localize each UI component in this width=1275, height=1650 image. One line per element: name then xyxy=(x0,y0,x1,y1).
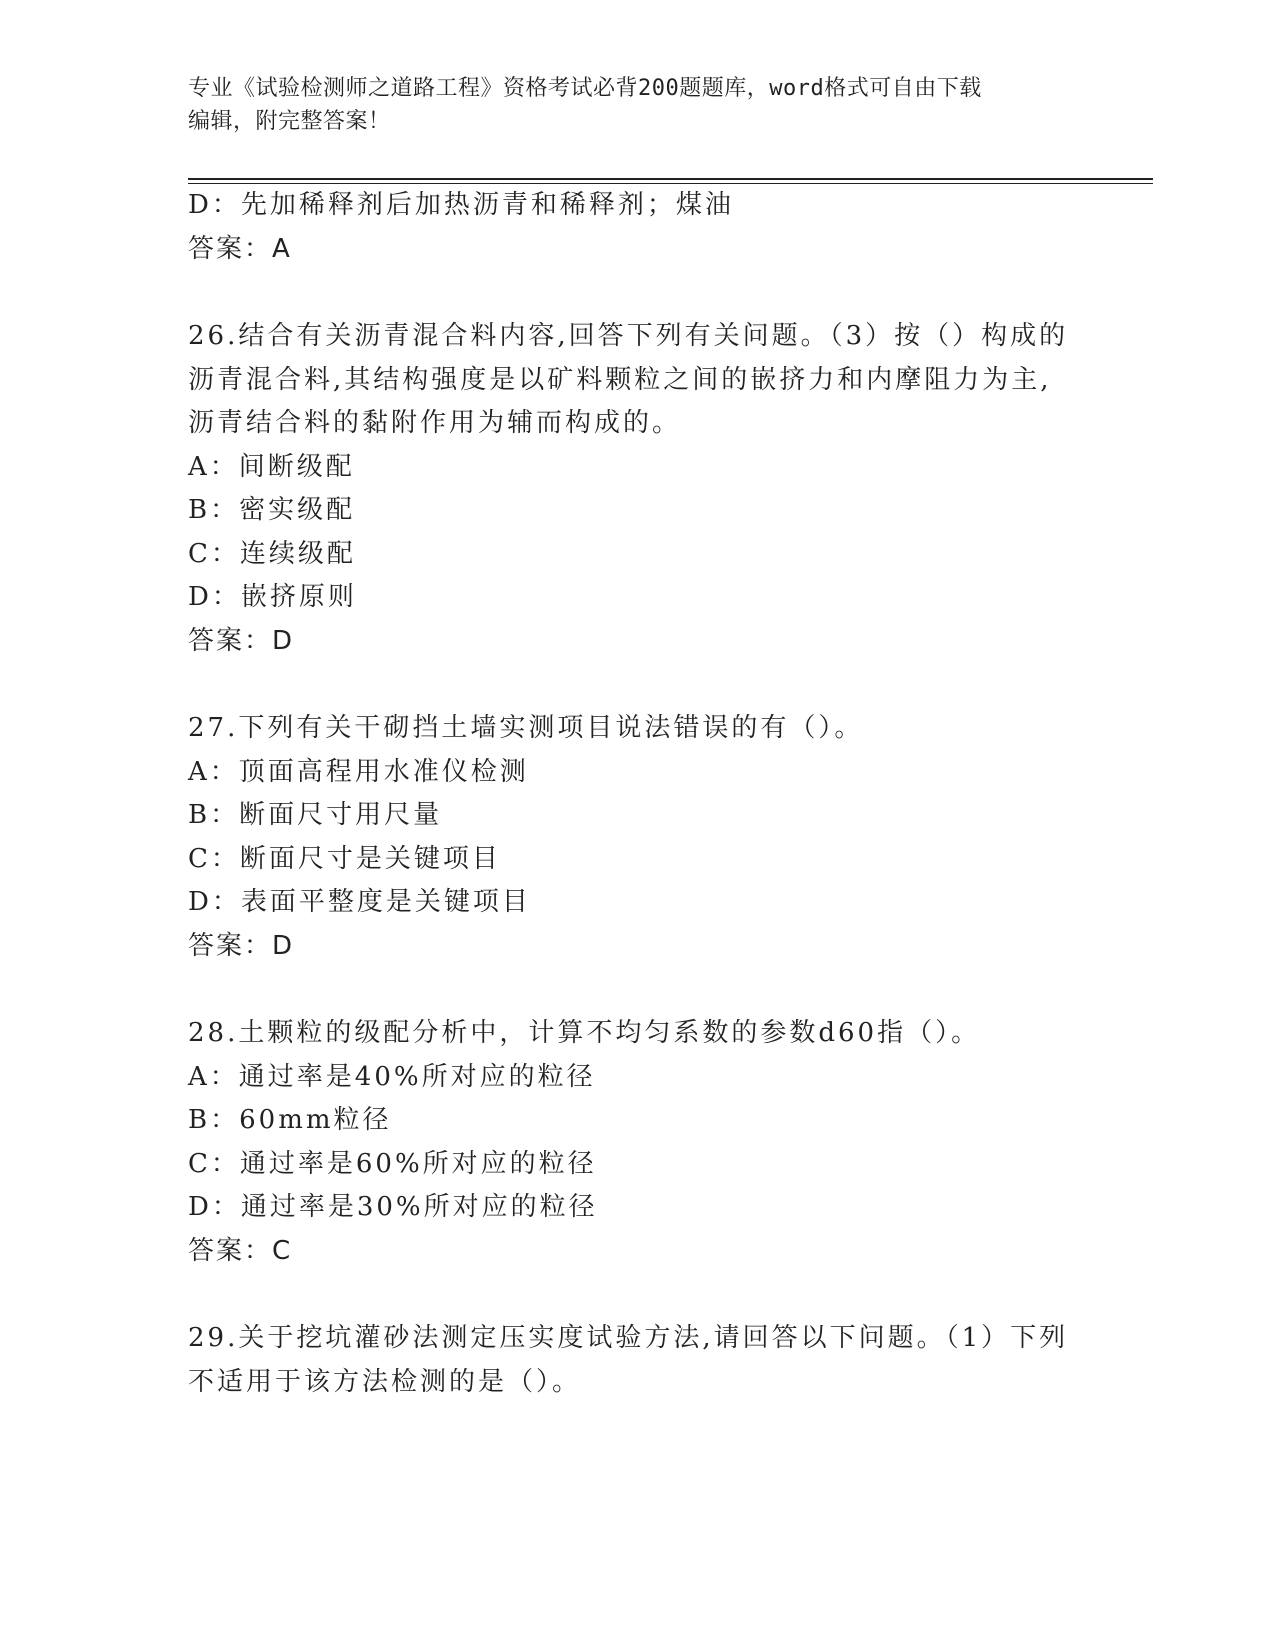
document-header xyxy=(188,72,1088,138)
q28-stem-line-1: 28.土颗粒的级配分析中，计算不均匀系数的参数d60指（）。 xyxy=(188,1018,981,1048)
q27-answer: 答案：D xyxy=(188,931,295,961)
q26-stem-line-3: 沥青结合料的黏附作用为辅而构成的。 xyxy=(188,408,682,438)
q28-option-a: A：通过率是40%所对应的粒径 xyxy=(188,1062,596,1092)
q28-option-d: D：通过率是30%所对应的粒径 xyxy=(188,1192,598,1222)
q26-option-c: C：连续级配 xyxy=(188,539,356,569)
q25-answer: 答案：A xyxy=(188,234,292,264)
q29-stem-line-1: 29.关于挖坑灌砂法测定压实度试验方法,请回答以下问题。（1）下列 xyxy=(188,1323,1069,1353)
header-line-1: 专业《试验检测师之道路工程》资格考试必背200题题库，word格式可自由下载 xyxy=(188,76,982,101)
q25-option-d: D：先加稀释剂后加热沥青和稀释剂；煤油 xyxy=(188,190,734,220)
q28-answer: 答案：C xyxy=(188,1236,293,1266)
q29-stem-line-2: 不适用于该方法检测的是（）。 xyxy=(188,1367,582,1397)
q26-answer: 答案：D xyxy=(188,626,295,656)
q28-option-c: C：通过率是60%所对应的粒径 xyxy=(188,1149,597,1179)
q26-option-b: B：密实级配 xyxy=(188,495,356,525)
q27-option-a: A：顶面高程用水准仪检测 xyxy=(188,757,529,787)
q27-option-b: B：断面尺寸用尺量 xyxy=(188,800,443,830)
q26-stem-line-2: 沥青混合料,其结构强度是以矿料颗粒之间的嵌挤力和内摩阻力为主, xyxy=(188,365,1052,395)
q26-option-d: D：嵌挤原则 xyxy=(188,582,357,612)
q27-stem-line-1: 27.下列有关干砌挡土墙实测项目说法错误的有（）。 xyxy=(188,713,864,743)
q26-stem-line-1: 26.结合有关沥青混合料内容,回答下列有关问题。（3）按（）构成的 xyxy=(188,321,1069,351)
q26-option-a: A：间断级配 xyxy=(188,452,355,482)
header-divider xyxy=(188,178,1153,180)
q28-option-b: B：60mm粒径 xyxy=(188,1105,392,1135)
header-divider-thin xyxy=(188,183,1153,184)
q27-option-c: C：断面尺寸是关键项目 xyxy=(188,844,501,874)
q27-option-d: D：表面平整度是关键项目 xyxy=(188,887,531,917)
header-line-2: 编辑，附完整答案！ xyxy=(188,109,391,134)
